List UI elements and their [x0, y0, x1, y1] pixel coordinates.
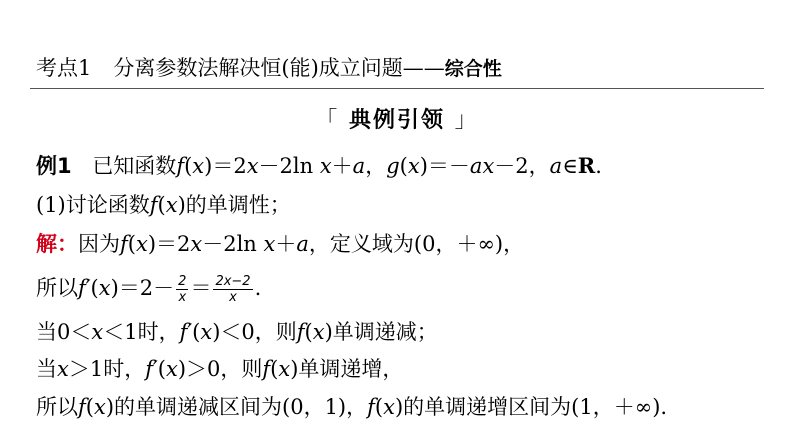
case-increasing: 当x＞1时，f′(x)＞0，则f(x)单调递增，	[36, 357, 404, 381]
header-divider	[30, 88, 764, 89]
conclusion: 所以f(x)的单调递减区间为(0，1)，f(x)的单调递增区间为(1，＋∞).	[36, 395, 668, 419]
example-label: 例1	[36, 154, 72, 178]
topic-number: 考点1	[36, 56, 92, 80]
case-decreasing: 当0＜x＜1时，f′(x)＜0，则f(x)单调递减；	[36, 320, 438, 344]
fraction-2x-2-over-x: $\frac{2x-2}{x}$	[215, 274, 251, 305]
derivative-line: 所以f′(x)＝2－ $\frac{2}{x}$ ＝ $\frac{2x-2}{x}$ .	[36, 274, 262, 305]
solution-line-1: 解：因为f(x)＝2x－2ln x＋a，定义域为(0，＋∞)，	[36, 232, 525, 256]
fraction-2-over-x: $\frac{2}{x}$	[178, 274, 187, 305]
topic-header	[36, 52, 502, 82]
example-statement: 例1 已知函数f(x)＝2x－2ln x＋a，g(x)＝－ax－2，a∈R.	[36, 153, 602, 178]
section-title: 「 典例引领 」	[315, 108, 479, 133]
solution-label: 解：	[36, 232, 78, 256]
topic-title: 分离参数法解决恒(能)成立问题——	[113, 56, 445, 80]
section-title-text: 典例引领	[348, 108, 445, 133]
question-1: (1)讨论函数f(x)的单调性；	[36, 193, 291, 217]
topic-tag: 综合性	[444, 58, 502, 80]
